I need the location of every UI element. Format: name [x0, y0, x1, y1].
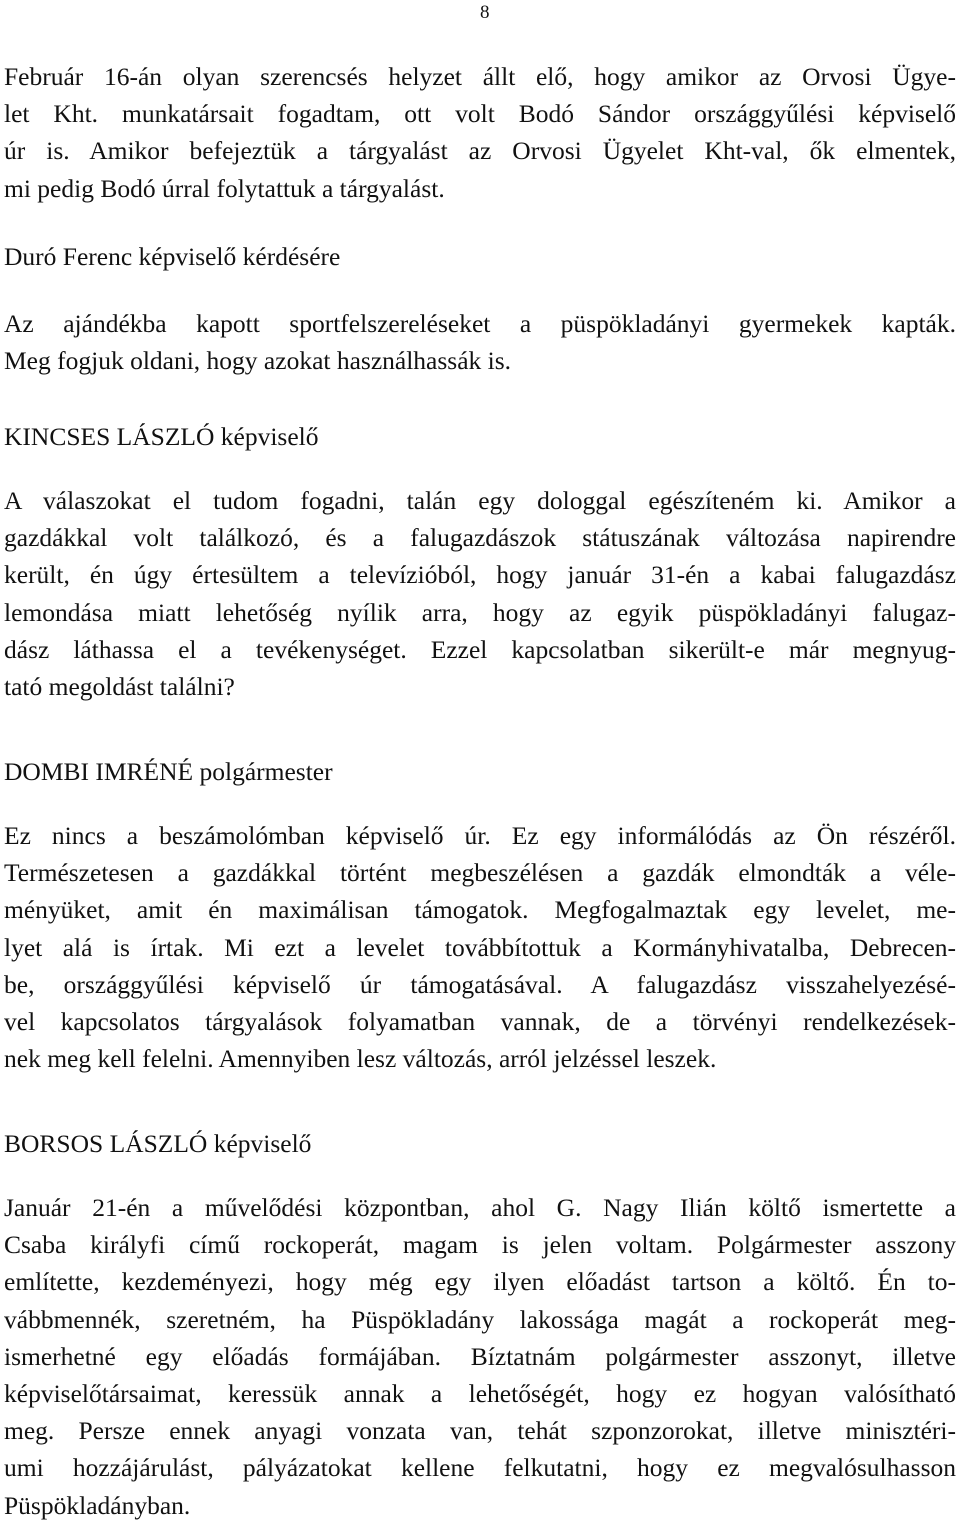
paragraph-intro	[4, 58, 956, 207]
text-line: gazdákkal volt találkozó, és a falugazdászok státuszának változása napirendre	[4, 523, 956, 553]
speaker-heading	[4, 1125, 956, 1162]
text-line: be, országgyűlési képviselő úr támogatásával. A falugazdász visszahelyezésé-	[4, 969, 956, 999]
text-line: képviselőtársaimat, keressük annak a lehetőségét, hogy ez hogyan valósítható	[4, 1379, 956, 1409]
paragraph-borsos	[4, 1189, 956, 1524]
text-line: Február 16-án olyan szerencsés helyzet állt elő, hogy amikor az Orvosi Ügye-	[4, 62, 956, 91]
paragraph-answer-duro	[4, 305, 956, 379]
text-line: mi pedig Bodó úrral folytattuk a tárgyalást.	[4, 173, 445, 203]
text-line: Csaba királyfi című rockoperát, magam is jelen voltam. Polgármester asszony	[4, 1230, 956, 1260]
text-line: tató megoldást találni?	[4, 672, 235, 702]
text-line: lemondása miatt lehetőség nyílik arra, hogy az egyik püspökladányi falugaz-	[4, 597, 956, 627]
text-line: Ez nincs a beszámolómban képviselő úr. Ez egy informálódás az Ön részéről.	[4, 821, 956, 850]
text-line: lyet alá is írtak. Mi ezt a levelet továbbítottuk a Kormányhivatalba, Debrecen-	[4, 932, 956, 962]
speaker-name: Duró Ferenc képviselő kérdésére	[4, 242, 341, 271]
text-line: Meg fogjuk oldani, hogy azokat használhassák is.	[4, 346, 512, 376]
text-line: vel kapcsolatos tárgyalások folyamatban vannak, de a törvényi rendelkezések-	[4, 1007, 956, 1037]
speaker-name: BORSOS LÁSZLÓ képviselő	[4, 1129, 312, 1158]
text-line: vábbmennék, szeretném, ha Püspökladány lakossága magát a rockoperát meg-	[4, 1304, 956, 1334]
text-line: meg. Persze ennek anyagi vonzata van, tehát szponzorokat, illetve minisztéri-	[4, 1416, 956, 1446]
text-line: A válaszokat el tudom fogadni, talán egy dologgal egészíteném ki. Amikor a	[4, 486, 956, 515]
text-line: ményüket, amit én maximálisan támogatok. Megfogalmaztak egy levelet, me-	[4, 895, 956, 925]
speaker-heading	[4, 238, 956, 275]
text-line: nek meg kell felelni. Amennyiben lesz változás, arról jelzéssel leszek.	[4, 1044, 717, 1074]
text-line: Természetesen a gazdákkal történt megbeszélésen a gazdák elmondták a véle-	[4, 858, 956, 888]
text-line: umi hozzájárulást, pályázatokat kellene felkutatni, hogy ez megvalósulhasson	[4, 1453, 956, 1483]
paragraph-dombi	[4, 817, 956, 1077]
text-line: úr is. Amikor befejeztük a tárgyalást az Orvosi Ügyelet Kht-val, ők elmentek,	[4, 136, 956, 166]
text-line: let Kht. munkatársait fogadtam, ott volt Bodó Sándor országgyűlési képviselő	[4, 99, 956, 129]
text-line: Január 21-én a művelődési központban, ahol G. Nagy Ilián költő ismertette a	[4, 1193, 956, 1222]
paragraph-kincses	[4, 482, 956, 705]
speaker-name: KINCSES LÁSZLÓ képviselő	[4, 422, 319, 451]
page-number: 8	[480, 2, 490, 23]
text-line: említette, kezdeményezi, hogy még egy ilyen előadást tartson a költő. Én to-	[4, 1267, 956, 1297]
text-line: került, én úgy értesültem a televízióból, hogy január 31-én a kabai falugazdász	[4, 560, 956, 590]
speaker-name: DOMBI IMRÉNÉ polgármester	[4, 757, 333, 786]
text-line: ismerhetné egy előadás formájában. Bíztatnám polgármester asszonyt, illetve	[4, 1341, 956, 1371]
text-line: Az ajándékba kapott sportfelszereléseket a püspökladányi gyermekek kapták.	[4, 309, 956, 338]
speaker-heading	[4, 753, 956, 790]
speaker-heading	[4, 418, 956, 455]
text-line: dász láthassa el a tevékenységet. Ezzel kapcsolatban sikerült-e már megnyug-	[4, 634, 956, 664]
text-line: Püspökladányban.	[4, 1490, 191, 1520]
